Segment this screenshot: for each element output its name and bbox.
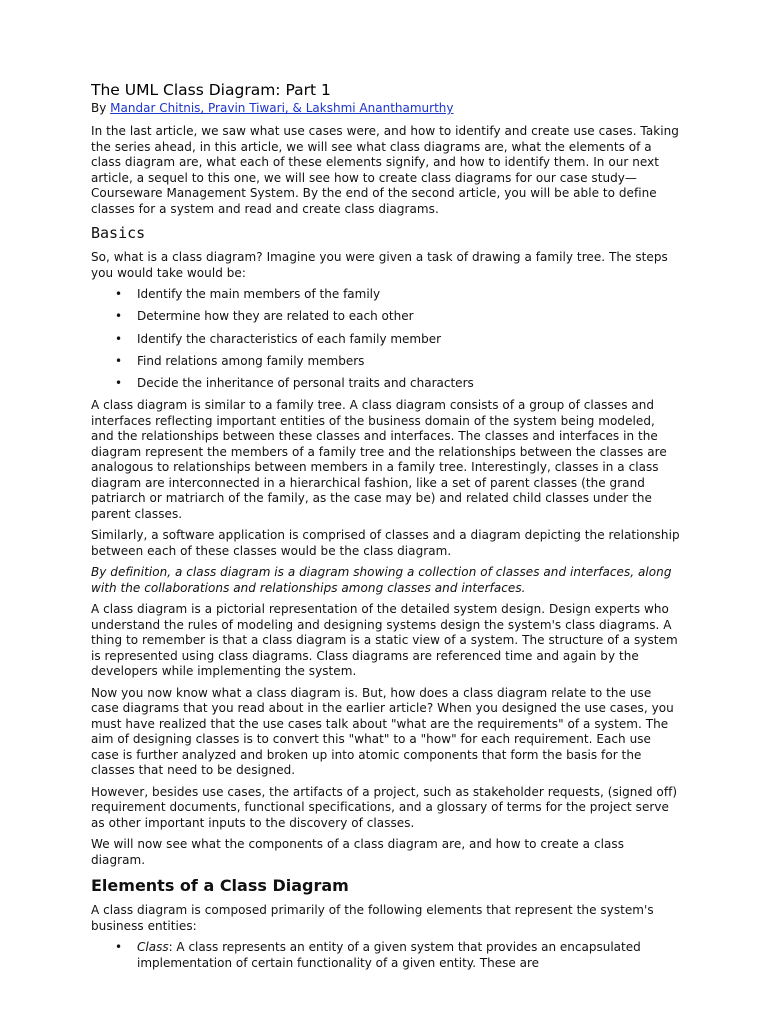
basics-paragraph-4: A class diagram is a pictorial representation of the detailed system design. Design experts who understand the rules of modeling and designing systems design the system's class diagrams. A thing to remember is that a class diagram is a static view of a system. The structure of a system is represented using class diagrams. Class diagrams are referenced time and again by the developers while implementing the system. <box>91 602 678 679</box>
list-item <box>91 332 681 348</box>
article-title: The UML Class Diagram: Part 1 <box>91 81 331 99</box>
family-tree-steps-list <box>91 287 681 392</box>
list-item <box>91 287 681 303</box>
bullet-icon: • <box>115 309 123 324</box>
definition-paragraph: By definition, a class diagram is a diagram showing a collection of classes and interfaces, along with the collaborations and relationships among classes and interfaces. <box>91 565 672 595</box>
basics-paragraph-5: Now you now know what a class diagram is. But, how does a class diagram relate to the use case diagrams that you read about in the earlier article? When you designed the use cases, you must have realized that the use cases talk about "what are the requirements" of a system. The aim of designing classes is to convert this "what" to a "how" for each requirement. Each use case is further analyzed and broken up into atomic components that form the basis for the classes that need to be designed. <box>91 685 674 778</box>
basics-paragraph-7: We will now see what the components of a class diagram are, and how to create a class diagram. <box>91 837 624 867</box>
bullet-icon: • <box>115 331 123 346</box>
list-item <box>91 376 681 392</box>
list-item-text: Identify the characteristics of each family member <box>137 331 442 346</box>
basics-paragraph-3: Similarly, a software application is comprised of classes and a diagram depicting the relationship between each of these classes would be the class diagram. <box>91 528 680 558</box>
list-item-text: Decide the inheritance of personal traits and characters <box>137 376 474 391</box>
basics-paragraph-1: So, what is a class diagram? Imagine you were given a task of drawing a family tree. The steps you would take would be: <box>91 250 668 280</box>
list-item-text: Determine how they are related to each other <box>137 309 414 324</box>
intro-paragraph: In the last article, we saw what use cases were, and how to identify and create use cases. Taking the series ahead, in this article, we will see what class diagrams are, what the elements of a class diagram are, what each of these elements signify, and how to identify them. In our next article, a sequel to this one, we will see how to create class diagrams for our case study—Courseware Management System. By the end of the second article, you will be able to define classes for a system and read and create class diagrams. <box>91 124 679 216</box>
list-item-term: Class <box>137 940 169 955</box>
basics-paragraph-2: A class diagram is similar to a family tree. A class diagram consists of a group of classes and interfaces reflecting important entities of the business domain of the system being modeled, and the relationships between these classes and interfaces. The classes and interfaces in the diagram represent the members of a family tree and the relationships between the classes are analogous to relationships between members in a family tree. Interestingly, classes in a class diagram are interconnected in a hierarchical fashion, like a set of parent classes (the grand patriarch or matriarch of the family, as the case may be) and related child classes under the parent classes. <box>91 398 667 521</box>
list-item <box>91 354 681 370</box>
list-item <box>91 309 681 325</box>
byline <box>91 101 681 116</box>
list-item-text: Find relations among family members <box>137 353 365 368</box>
section-heading-basics: Basics <box>91 224 146 242</box>
elements-list <box>91 940 681 971</box>
bullet-icon: • <box>115 287 123 301</box>
basics-paragraph-6: However, besides use cases, the artifacts of a project, such as stakeholder requests, (signed off) requirement documents, functional specifications, and a glossary of terms for the project serve as other important inputs to the discovery of classes. <box>91 784 678 830</box>
bullet-icon: • <box>115 353 123 368</box>
byline-prefix: By <box>91 101 111 115</box>
bullet-icon: • <box>115 940 123 955</box>
section-heading-elements: Elements of a Class Diagram <box>91 876 349 896</box>
article-page <box>91 80 681 976</box>
list-item <box>91 940 681 971</box>
authors-link[interactable]: Mandar Chitnis, Pravin Tiwari, & Lakshmi Ananthamurthy <box>110 101 454 115</box>
bullet-icon: • <box>115 376 123 391</box>
list-item-text: : A class represents an entity of a given system that provides an encapsulated implementation of certain functionality of a given entity. These are <box>137 940 641 970</box>
elements-paragraph-1: A class diagram is composed primarily of the following elements that represent the system's business entities: <box>91 903 654 933</box>
list-item-text: Identify the main members of the family <box>137 287 381 301</box>
